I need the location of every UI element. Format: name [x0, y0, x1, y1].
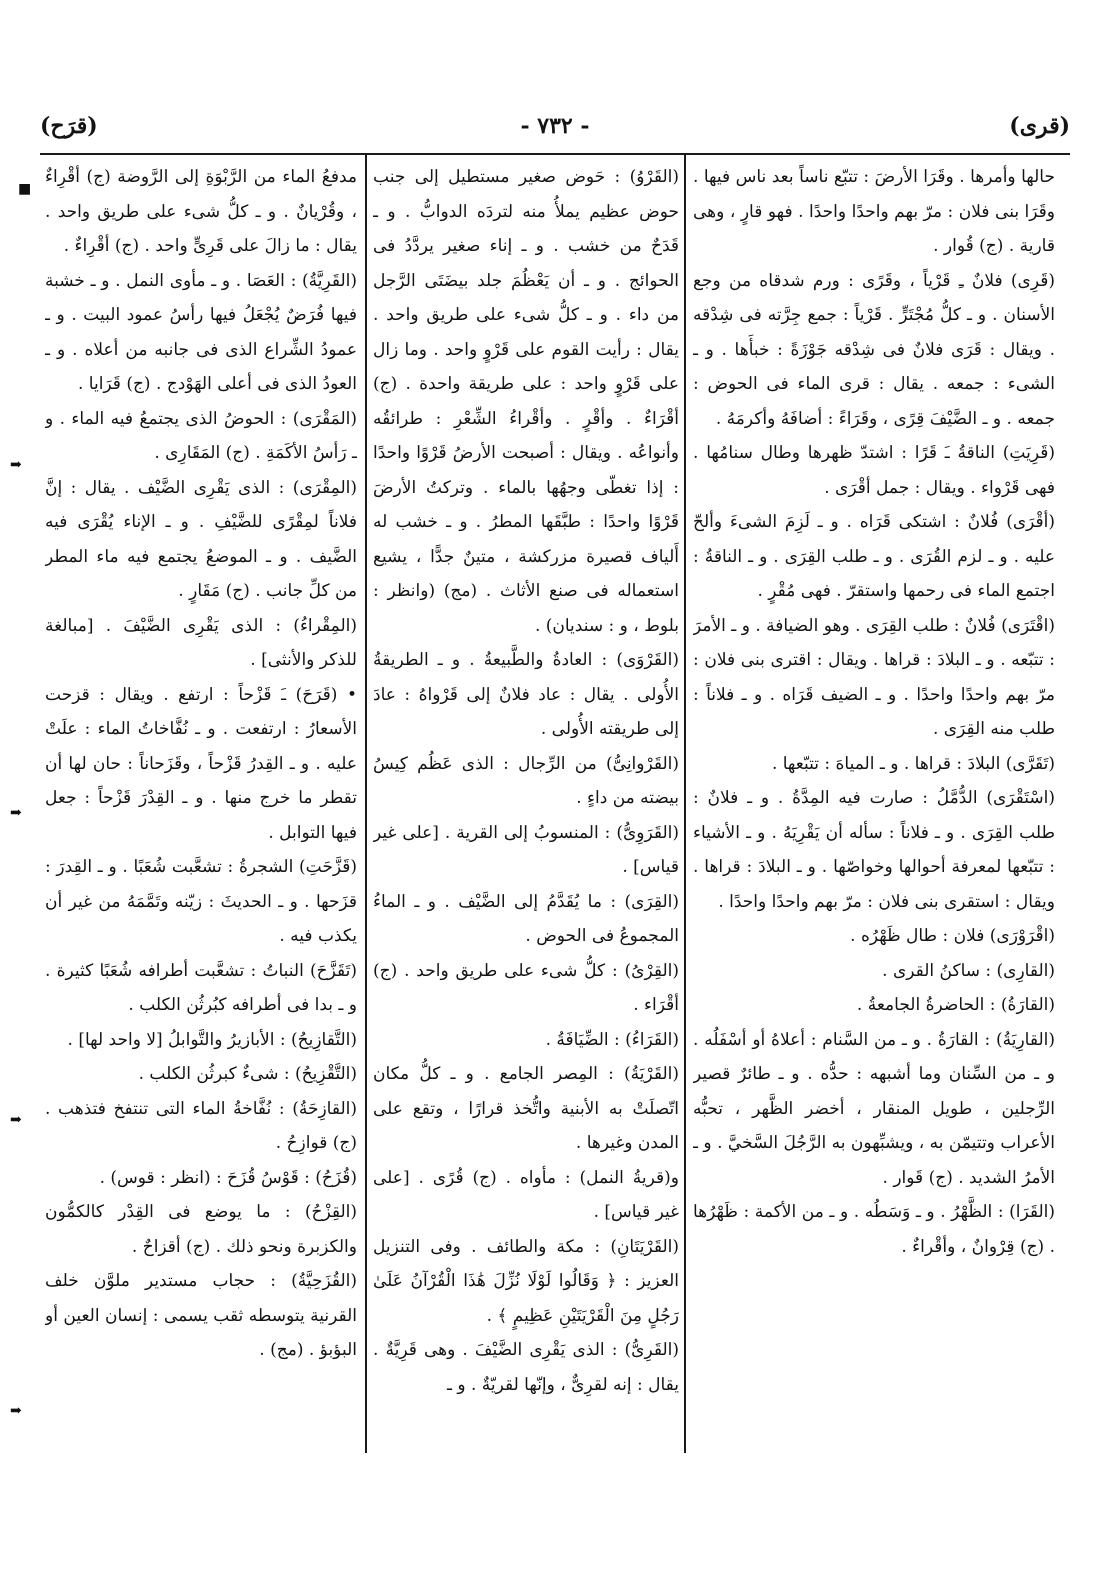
dictionary-entry: (المَقْرَى) : الحوضُ الذى يجتمعُ فيه الماء . و ـ رَأسُ الأكَمَةِ . (ج) المَقَارِى .	[45, 408, 357, 463]
dictionary-entry: (القَرْوَى) : العادةُ والطَّبيعةُ . و ـ الطريقةُ الأُولى . يقال : عاد فلانٌ إلى قَرْواهُ : عادَ إلى طريقته الأُولى .	[373, 650, 679, 739]
dictionary-entry: (اقْرَوْرَى) فلان : طال ظَهْرُه .	[850, 926, 1055, 946]
column-middle	[373, 160, 679, 1450]
dictionary-entry: مدفعُ الماء من الرَّبْوَةِ إلى الرَّوضة (ج) أقْرِاءٌ ، وقُرْيانٌ . و ـ كلُّ شىء على طريق واحد . يقال : ما زالَ على قَرِىٍّ واحد . (ج) أقْرِاءٌ .	[45, 167, 357, 256]
dictionary-entry: (التَّقْزِيحُ) : شىءٌ كبرثُن الكلب .	[138, 1064, 357, 1084]
dictionary-entry: (القَرَا) : الظَّهْرُ . و ـ وَسَطُه . و ـ من الأكمة : ظَهْرُها . (ج) قِرْوانٌ ، وأقْراءٌ .	[693, 1202, 1055, 1257]
dictionary-entry: (القَرِيَّةُ) : العَصَا . و ـ مأوى النمل . و ـ خشبة فيها فُرَضٌ يُجْعَلُ فيها رأسُ عمود البيت . و ـ عمودُ الشِّراع الذى فى جانبه من أعلاه . و ـ العودُ الذى فى أعلى الهَوْدج . (ج) قَرَايا .	[45, 270, 357, 394]
dictionary-entry: (القازِحَةُ) : نُفَّاخةُ الماء التى تنتفخ فتذهب . (ج) قوازِحُ .	[45, 1098, 357, 1153]
dictionary-entry: (القَرَاءُ) : الضِّيَافَةُ .	[545, 1029, 679, 1050]
margin-square-marker: ■	[18, 181, 32, 197]
dictionary-entry: (اقْتَرَى) فُلانٌ : طلب القِرَى . وهو الضيافة . و ـ الأمرَ : تتبّعه . و ـ البلادَ : قراها . ويقال : اقترى بنى فلان : مرّ بهم واحدًا واحدًا . و ـ الضيف قَرَاه . و ـ فلاناً : طلب منه القِرَى .	[693, 615, 1055, 739]
dictionary-entry: (القَرَوِىُّ) : المنسوبُ إلى القرية . [على غير قياس] .	[373, 822, 679, 877]
dictionary-entry: • (قَرَحَ) ـَ قَزْحاً : ارتفع . ويقال : قزحت الأسعارُ : ارتفعت . و ـ نُفَّاخاتُ الماء : علَتْ عليه . و ـ القِدرُ قَزْحاً ، وقَزَحاناً : حان لها أن تقطر ما خرج منها . و ـ القِدْرَ قَزْحاً : جعل فيها التوابل .	[45, 684, 357, 843]
dictionary-entry: (تَقَزَّحَ) النباتُ : تشعَّبت أطرافه شُعَبًا كثيرة . و ـ بدا فى أطرافه كبُرثُن الكلب .	[45, 960, 357, 1015]
page-header	[40, 112, 1070, 152]
margin-arrow-marker: ➡	[10, 805, 22, 821]
column-divider	[365, 153, 367, 1453]
margin-arrow-marker: ➡	[10, 1403, 22, 1419]
dictionary-entry: (القِرَى) : ما يُقَدَّمُ إلى الضَّيْف . و ـ الماءُ المجموعُ فى الحوض .	[373, 891, 679, 946]
dictionary-entry: (أقْرَى) فُلانٌ : اشتكى قَرَاه . و ـ لَزِمَ الشىءَ وألحّ عليه . و ـ لزم القُرَى . و ـ طلب القِرَى . و ـ الناقةُ : اجتمع الماء فى رحمها واستقرّ . فهى مُقْرٍ .	[693, 512, 1055, 601]
dictionary-entry: (القَرِىُّ) : الذى يَقْرِى الضَّيْفَ . وهى قَرِيَّةٌ . يقال : إنه لقرِىٌّ ، وإنّها لقريّةٌ . و ـ	[373, 1340, 679, 1395]
column-left	[45, 160, 357, 1450]
dictionary-entry: (المِقْرَى) : الذى يَقْرِى الضَّيْف . يقال : إنَّ فلاناً لمِقْرًى للضَّيْفِ . و ـ الإناء يُقْرَى فيه الضَّيف . و ـ الموضعُ يجتمع فيه ماء المطر من كلِّ جانب . (ج) مَقَارٍ .	[45, 477, 357, 601]
dictionary-entry: (القَرْيَةُ) : المِصر الجامع . و ـ كلُّ مكان اتّصلَتْ به الأبنية واتُّخذ قرارًا ، وتقع على المدن وغيرها .	[373, 1064, 679, 1153]
column-right	[693, 160, 1055, 1450]
dictionary-entry: و(قريةُ النمل) : مأواه . (ج) قُرًى . [على غير قياس] .	[373, 1167, 679, 1222]
column-divider	[684, 153, 686, 1453]
margin-arrow-marker: ➡	[10, 457, 22, 473]
dictionary-entry: (تَقَرَّى) البلادَ : قراها . و ـ المياهَ : تتبّعها .	[771, 753, 1055, 774]
dictionary-entry: (القَرْيَتَانِ) : مكة والطائف . وفى التنزيل العزيز : ﴿ وَقَالُوا لَوْلَا نُزِّلَ هَٰذَا الْقُرْآنُ عَلَىٰ رَجُلٍ مِنَ الْقَرْيَتَيْنِ عَظِيمٍ ﴾ .	[373, 1236, 679, 1326]
dictionary-entry: (القِرْىُ) : كلُّ شىء على طريق واحد . (ج) أقْرَاء .	[373, 960, 679, 1015]
dictionary-entry: (القِزْحُ) : ما يوضع فى القِدْر كالكمُّون والكزبرة ونحو ذلك . (ج) أقزاحٌ .	[45, 1202, 357, 1257]
header-next-root-title: (قرَح)	[40, 113, 98, 139]
margin-arrow-marker: ➡	[10, 1112, 22, 1128]
dictionary-entry: (القارِيَةُ) : القارَةُ . و ـ من السَّنام : أعلاهُ أو أسْفَلُه . و ـ من السِّنان وما أشبهه : حدُّه . و ـ طائرٌ قصير الرِّجلين ، طويل المنقار ، أخضر الظَّهر ، تحبُّه الأعراب وتتيمّن به ، ويشبِّهون به الرَّجُلَ السَّخيَّ . و ـ الأمرُ الشديد . (ج) قَوار .	[693, 1029, 1055, 1188]
dictionary-entry: (القَرْوانِىُّ) من الرِّجال : الذى عَظُم كِيسُ بيضته من داءٍ .	[373, 753, 679, 808]
dictionary-entry: (قَزَّحَتِ) الشجرةُ : تشعَّبت شُعَبًا . و ـ القِدرَ : قزَحها . و ـ الحديثَ : زيّنه وتَمَّمَهُ من غير أن يكذب فيه .	[45, 857, 357, 946]
dictionary-entry: (التَّقازِيحُ) : الأبازيرُ والتَّوابلُ [لا واحد لها] .	[67, 1029, 357, 1050]
dictionary-entry: حالها وأمرها . وقَرَا الأرضَ : تتبّع ناساً بعد ناس فيها . وقَرَا بنى فلان : مرّ بهم واحدًا واحدًا . فهو قارٍ ، وهى قارية . (ج) قُوار .	[693, 167, 1055, 256]
dictionary-entry: (قَرِى) فلانٌ ـِ قَرْياً ، وقَرًى : ورم شدقاه من وجع الأسنان . و ـ كلُّ مُجْتَرٍّ . قَرْياً : جمع جِرَّته فى شِدْقه . ويقال : قَرَى فلانٌ فى شِدْقه جَوْزَةً : خبأَها . و ـ الشىء : جمعه . يقال : قرى الماء فى الحوض : جمعه . و ـ الضَّيْفَ قِرًى ، وقَرَاءً : أضافَهُ وأكرمَهُ .	[693, 270, 1055, 429]
dictionary-entry: (القارِى) : ساكنُ القرى .	[882, 960, 1055, 981]
dictionary-entry: (القَرْوُ) : حَوض صغير مستطيل إلى جنب حوض عظيم يملأُ منه لتردَه الدوابُّ . و ـ قَدَحٌ من خشب . و ـ إناء صغير يردَّدُ فى الحوائج . و ـ أن يَعْظُمَ جلد بيضَتَى الرَّجل من داء . و ـ كلُّ شىء على طريق واحد . يقال : رأيت القوم على قَرْوٍ واحد . وما زال على قَرْوٍ واحد : على طريقة واحدة . (ج) أقْرَاءٌ . وأقْرٍ . وأقْراءُ الشِّعْرِ : طرائقُه وأنواعُه . ويقال : أصبحت الأرضُ قَرْوًا واحدًا : إذا تغطّى وجهُها بالماء . وتركتُ الأرضَ قَرْوًا واحدًا : طبَّقَها المطرُ . و ـ خشب له أَلياف قصيرة مزركشة ، متينٌ جدًّا ، يشيع استعماله فى صنع الأثاث . (مج) (وانظر : بلوط ، و : سنديان) .	[373, 167, 679, 636]
header-rule	[40, 153, 1070, 155]
page-number: - ٧٣٢ -	[520, 113, 590, 139]
dictionary-entry: (القُزَحِيَّةُ) : حجاب مستدير ملوَّن خلف القرنية يتوسطه ثقب يسمى : إنسان العين أو البؤبؤ . (مج) .	[45, 1271, 357, 1360]
dictionary-entry: (المِقْراءُ) : الذى يَقْرِى الضَّيْفَ . [مبالغة للذكر والأنثى] .	[45, 615, 357, 670]
dictionary-entry: (اسْتَقْرَى) الدُّمَّلُ : صارت فيه المِدَّةُ . و ـ فلانٌ : طلب القِرَى . و ـ فلاناً : سأله أن يَقْرِيَهُ . و ـ الأشياء : تتبّعها لمعرفة أحوالها وخواصّها . و ـ البلادَ : قراها . ويقال : استقرى بنى فلان : مرّ بهم واحدًا واحدًا .	[693, 788, 1055, 912]
dictionary-entry: (القارَةُ) : الحاضرةُ الجامعةُ .	[856, 995, 1055, 1015]
header-root-title: (قرى)	[1009, 113, 1070, 139]
dictionary-entry: (قَرِيَتِ) الناقةُ ـَ قَرًا : اشتدّ ظهرها وطال سنامُها . فهى قَرْواء . ويقال : جمل أقْرَى .	[693, 443, 1055, 498]
dictionary-entry: (قُزَحُ) : قَوْسُ قُزَحَ : (انظر : قوس) .	[99, 1167, 357, 1188]
